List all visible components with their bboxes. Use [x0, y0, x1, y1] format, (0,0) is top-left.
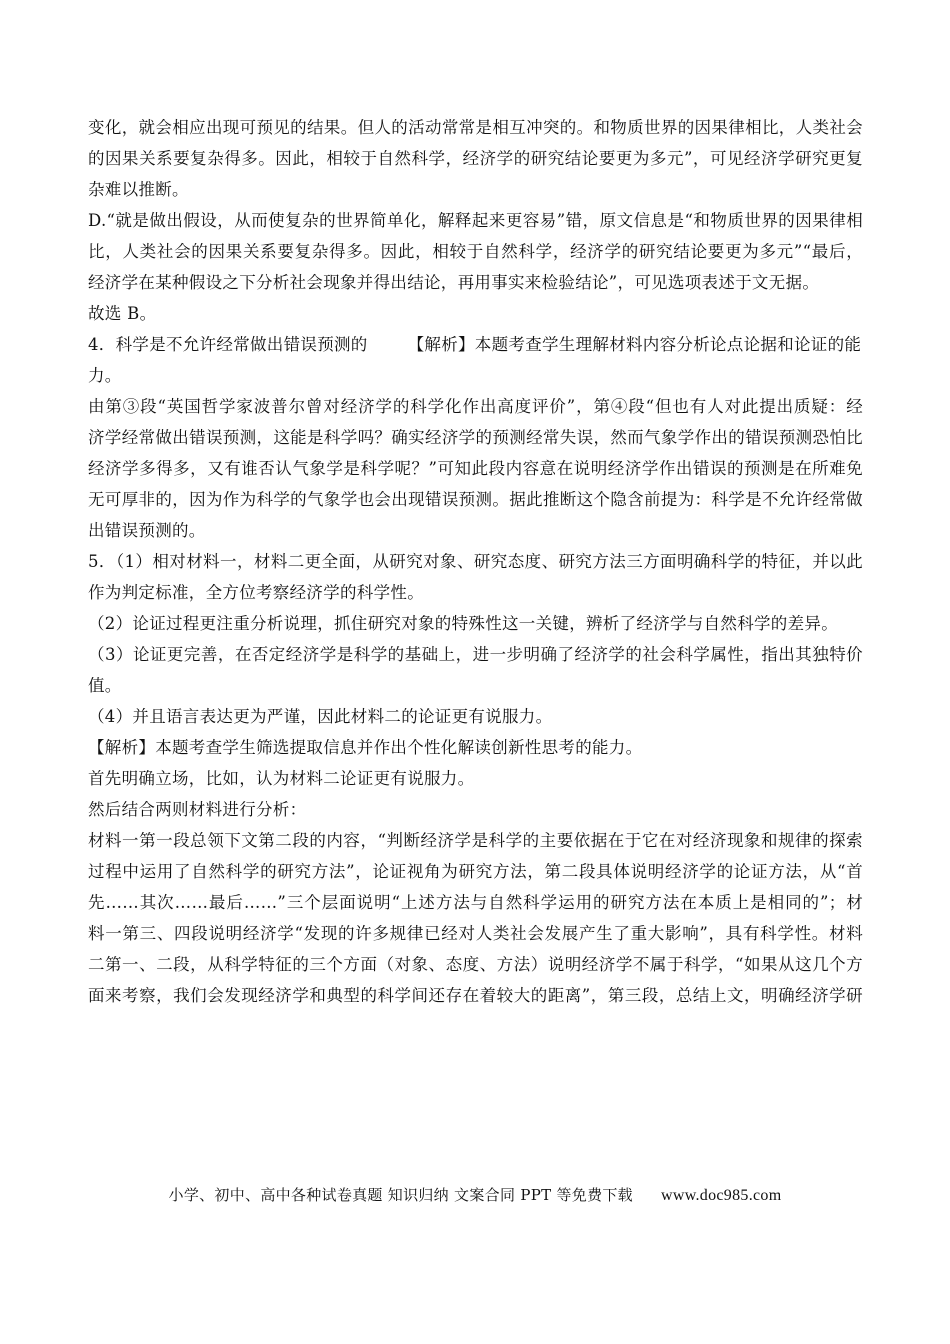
- text-line: 【解析】本题考查学生筛选提取信息并作出个性化解读创新性思考的能力。: [88, 738, 643, 757]
- text-line: 济学经常做出错误预测，这能是科学吗？确实经济学的预测经常失误，然而气象学作出的错误预测恐怕比: [88, 428, 863, 447]
- text-line: 力。: [88, 366, 122, 385]
- text-line: 杂难以推断。: [88, 180, 189, 199]
- text-line: 经济学多得多，又有谁否认气象学是科学呢？”可知此段内容意在说明经济学作出错误的预测是在所难免: [88, 459, 863, 478]
- question-4-line: [88, 329, 863, 360]
- page-footer: [0, 1184, 950, 1205]
- footer-website: www.doc985.com: [660, 1187, 782, 1204]
- text-line: 先……其次……最后……”三个层面说明“上述方法与自然科学运用的研究方法在本质上是相同的”；材: [88, 893, 863, 912]
- question-5-line: 5．（1）相对材料一，材料二更全面，从研究对象、研究态度、研究方法三方面明确科学的特征，并以此: [88, 552, 863, 571]
- question-4-answer: 4．科学是不允许经常做出错误预测的: [88, 335, 368, 354]
- question-4-analysis: 【解析】本题考查学生理解材料内容分析论点论据和论证的能: [407, 335, 862, 354]
- text-line: 故选 B。: [88, 304, 157, 323]
- text-line: 料一第三、四段说明经济学“发现的许多规律已经对人类社会发展产生了重大影响”，具有科学性。材料: [88, 924, 863, 943]
- text-line: 材料一第一段总领下文第二段的内容，“判断经济学是科学的主要依据在于它在对经济现象和规律的探索: [88, 831, 863, 850]
- text-line: 出错误预测的。: [88, 521, 206, 540]
- text-line: 经济学在某种假设之下分析社会现象并得出结论，再用事实来检验结论”，可见选项表述于文无据。: [88, 273, 820, 292]
- footer-text: 小学、初中、高中各种试卷真题 知识归纳 文案合同 PPT 等免费下载: [168, 1186, 633, 1204]
- text-line: 然后结合两则材料进行分析：: [88, 800, 307, 819]
- text-line: D.“就是做出假设，从而使复杂的世界简单化，解释起来更容易”错，原文信息是“和物质世界的因果律相: [88, 211, 863, 230]
- text-line: 二第一、二段，从科学特征的三个方面（对象、态度、方法）说明经济学不属于科学，“如果从这几个方: [88, 955, 863, 974]
- text-line: 无可厚非的，因为作为科学的气象学也会出现错误预测。据此推断这个隐含前提为：科学是不允许经常做: [88, 490, 863, 509]
- text-line: 变化，就会相应出现可预见的结果。但人的活动常常是相互冲突的。和物质世界的因果律相比，人类社会: [88, 118, 863, 137]
- text-line: 值。: [88, 676, 122, 695]
- text-line: （3）论证更完善，在否定经济学是科学的基础上，进一步明确了经济学的社会科学属性，指出其独特价: [88, 645, 863, 664]
- text-line: 作为判定标准，全方位考察经济学的科学性。: [88, 583, 424, 602]
- text-line: 首先明确立场，比如，认为材料二论证更有说服力。: [88, 769, 475, 788]
- text-line: （4）并且语言表达更为严谨，因此材料二的论证更有说服力。: [88, 707, 553, 726]
- text-line: 的因果关系要复杂得多。因此，相较于自然科学，经济学的研究结论要更为多元”，可见经济学研究更复: [88, 149, 863, 168]
- text-line: 过程中运用了自然科学的研究方法”，论证视角为研究方法，第二段具体说明经济学的论证方法，从“首: [88, 862, 863, 881]
- answer-analysis-text: [88, 112, 863, 1011]
- text-line: 面来考察，我们会发现经济学和典型的科学间还存在着较大的距离”，第三段，总结上文，明确经济学研: [88, 986, 863, 1005]
- text-line: 由第③段“英国哲学家波普尔曾对经济学的科学化作出高度评价”，第④段“但也有人对此提出质疑：经: [88, 397, 863, 416]
- text-line: 比，人类社会的因果关系要复杂得多。因此，相较于自然科学，经济学的研究结论要更为多元”“最后，: [88, 242, 863, 261]
- text-line: （2）论证过程更注重分析说理，抓住研究对象的特殊性这一关键，辨析了经济学与自然科学的差异。: [88, 614, 838, 633]
